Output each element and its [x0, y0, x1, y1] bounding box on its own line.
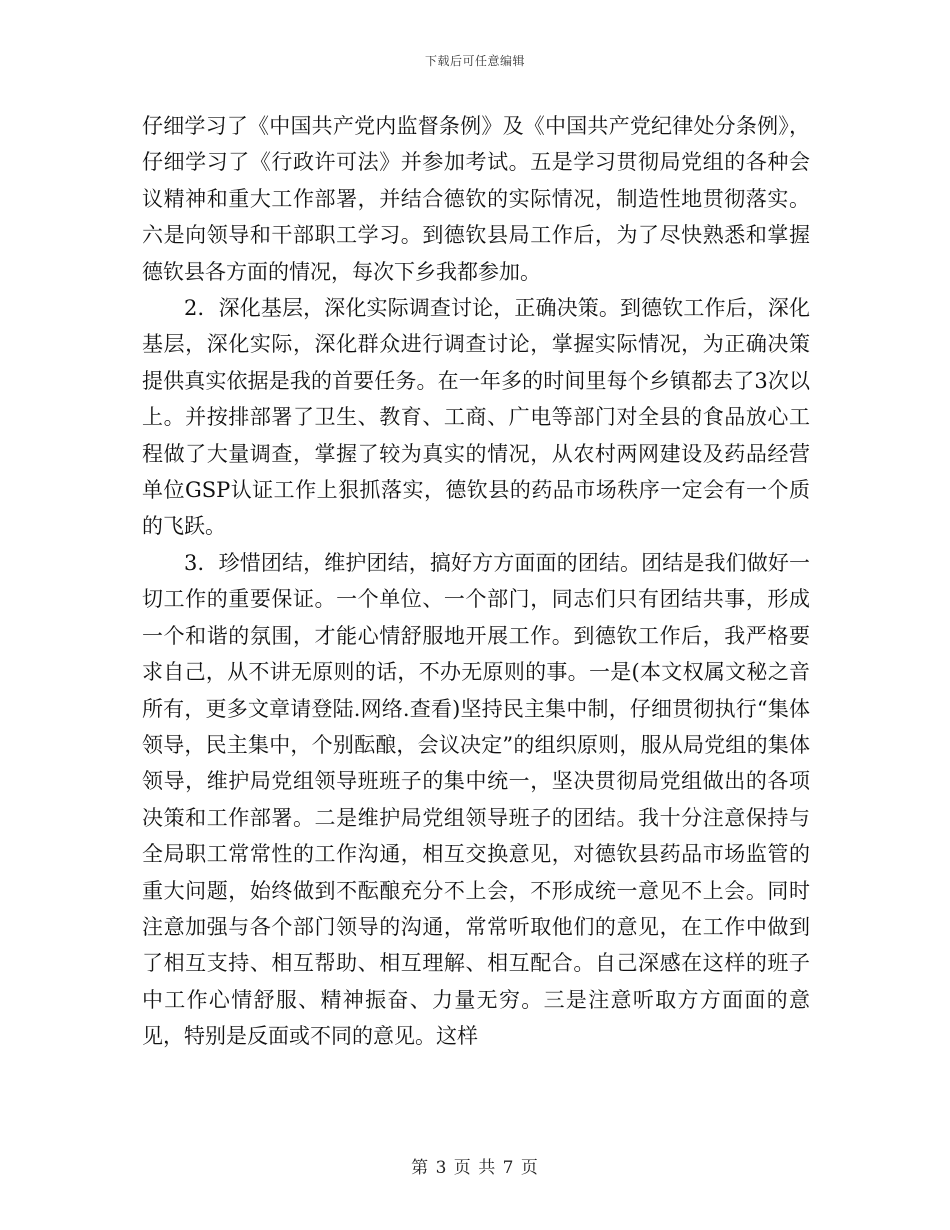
page-header: 下载后可任意编辑 [424, 54, 525, 68]
paragraph-unity: 3．珍惜团结，维护团结，搞好方方面面的团结。团结是我们做好一切工作的重要保证。一个单位、一个部门，同志们只有团结共事，形成一个和谐的氛围，才能心情舒服地开展工作。到德钦工作后，我严格要求自己，从不讲无原则的话，不办无原则的事。一是(本文权属文秘之音所有，更多文章请登陆.网络.查看)坚持民主集中制，仔细贯彻执行“集体领导，民主集中，个别酝酿，会议决定”的组织原则，服从局党组的集体领导，维护局党组领导班班子的集中统一，坚决贯彻局党组做出的各项决策和工作部署。二是维护局党组领导班子的团结。我十分注意保持与全局职工常常性的工作沟通，相互交换意见，对德钦县药品市场监管的重大问题，始终做到不酝酿充分不上会，不形成统一意见不上会。同时注意加强与各个部门领导的沟通，常常听取他们的意见，在工作中做到了相互支持、相互帮助、相互理解、相互配合。自己深感在这样的班子中工作心情舒服、精神振奋、力量无穷。三是注意听取方方面面的意见，特别是反面或不同的意见。这样 [142, 550, 810, 1049]
paragraph-grassroots-research: 2．深化基层，深化实际调查讨论，正确决策。到德钦工作后，深化基层，深化实际，深化群众进行调查讨论，掌握实际情况，为正确决策提供真实依据是我的首要任务。在一年多的时间里每个乡镇都去了3次以上。并按排部署了卫生、教育、工商、广电等部门对全县的食品放心工程做了大量调查，掌握了较为真实的情况，从农村两网建设及药品经营单位GSP认证工作上狠抓落实，德钦县的药品市场秩序一定会有一个质的飞跃。 [142, 296, 810, 539]
document-body [142, 108, 810, 1055]
paragraph-study: 仔细学习了《中国共产党内监督条例》及《中国共产党纪律处分条例》，仔细学习了《行政许可法》并参加考试。五是学习贯彻局党组的各种会议精神和重大工作部署，并结合德钦的实际情况，制造性地贯彻落实。六是向领导和干部职工学习。到德钦县局工作后，为了尽快熟悉和掌握德钦县各方面的情况，每次下乡我都参加。 [142, 114, 810, 284]
page-number-footer: 第 3 页 共 7 页 [411, 1158, 539, 1178]
